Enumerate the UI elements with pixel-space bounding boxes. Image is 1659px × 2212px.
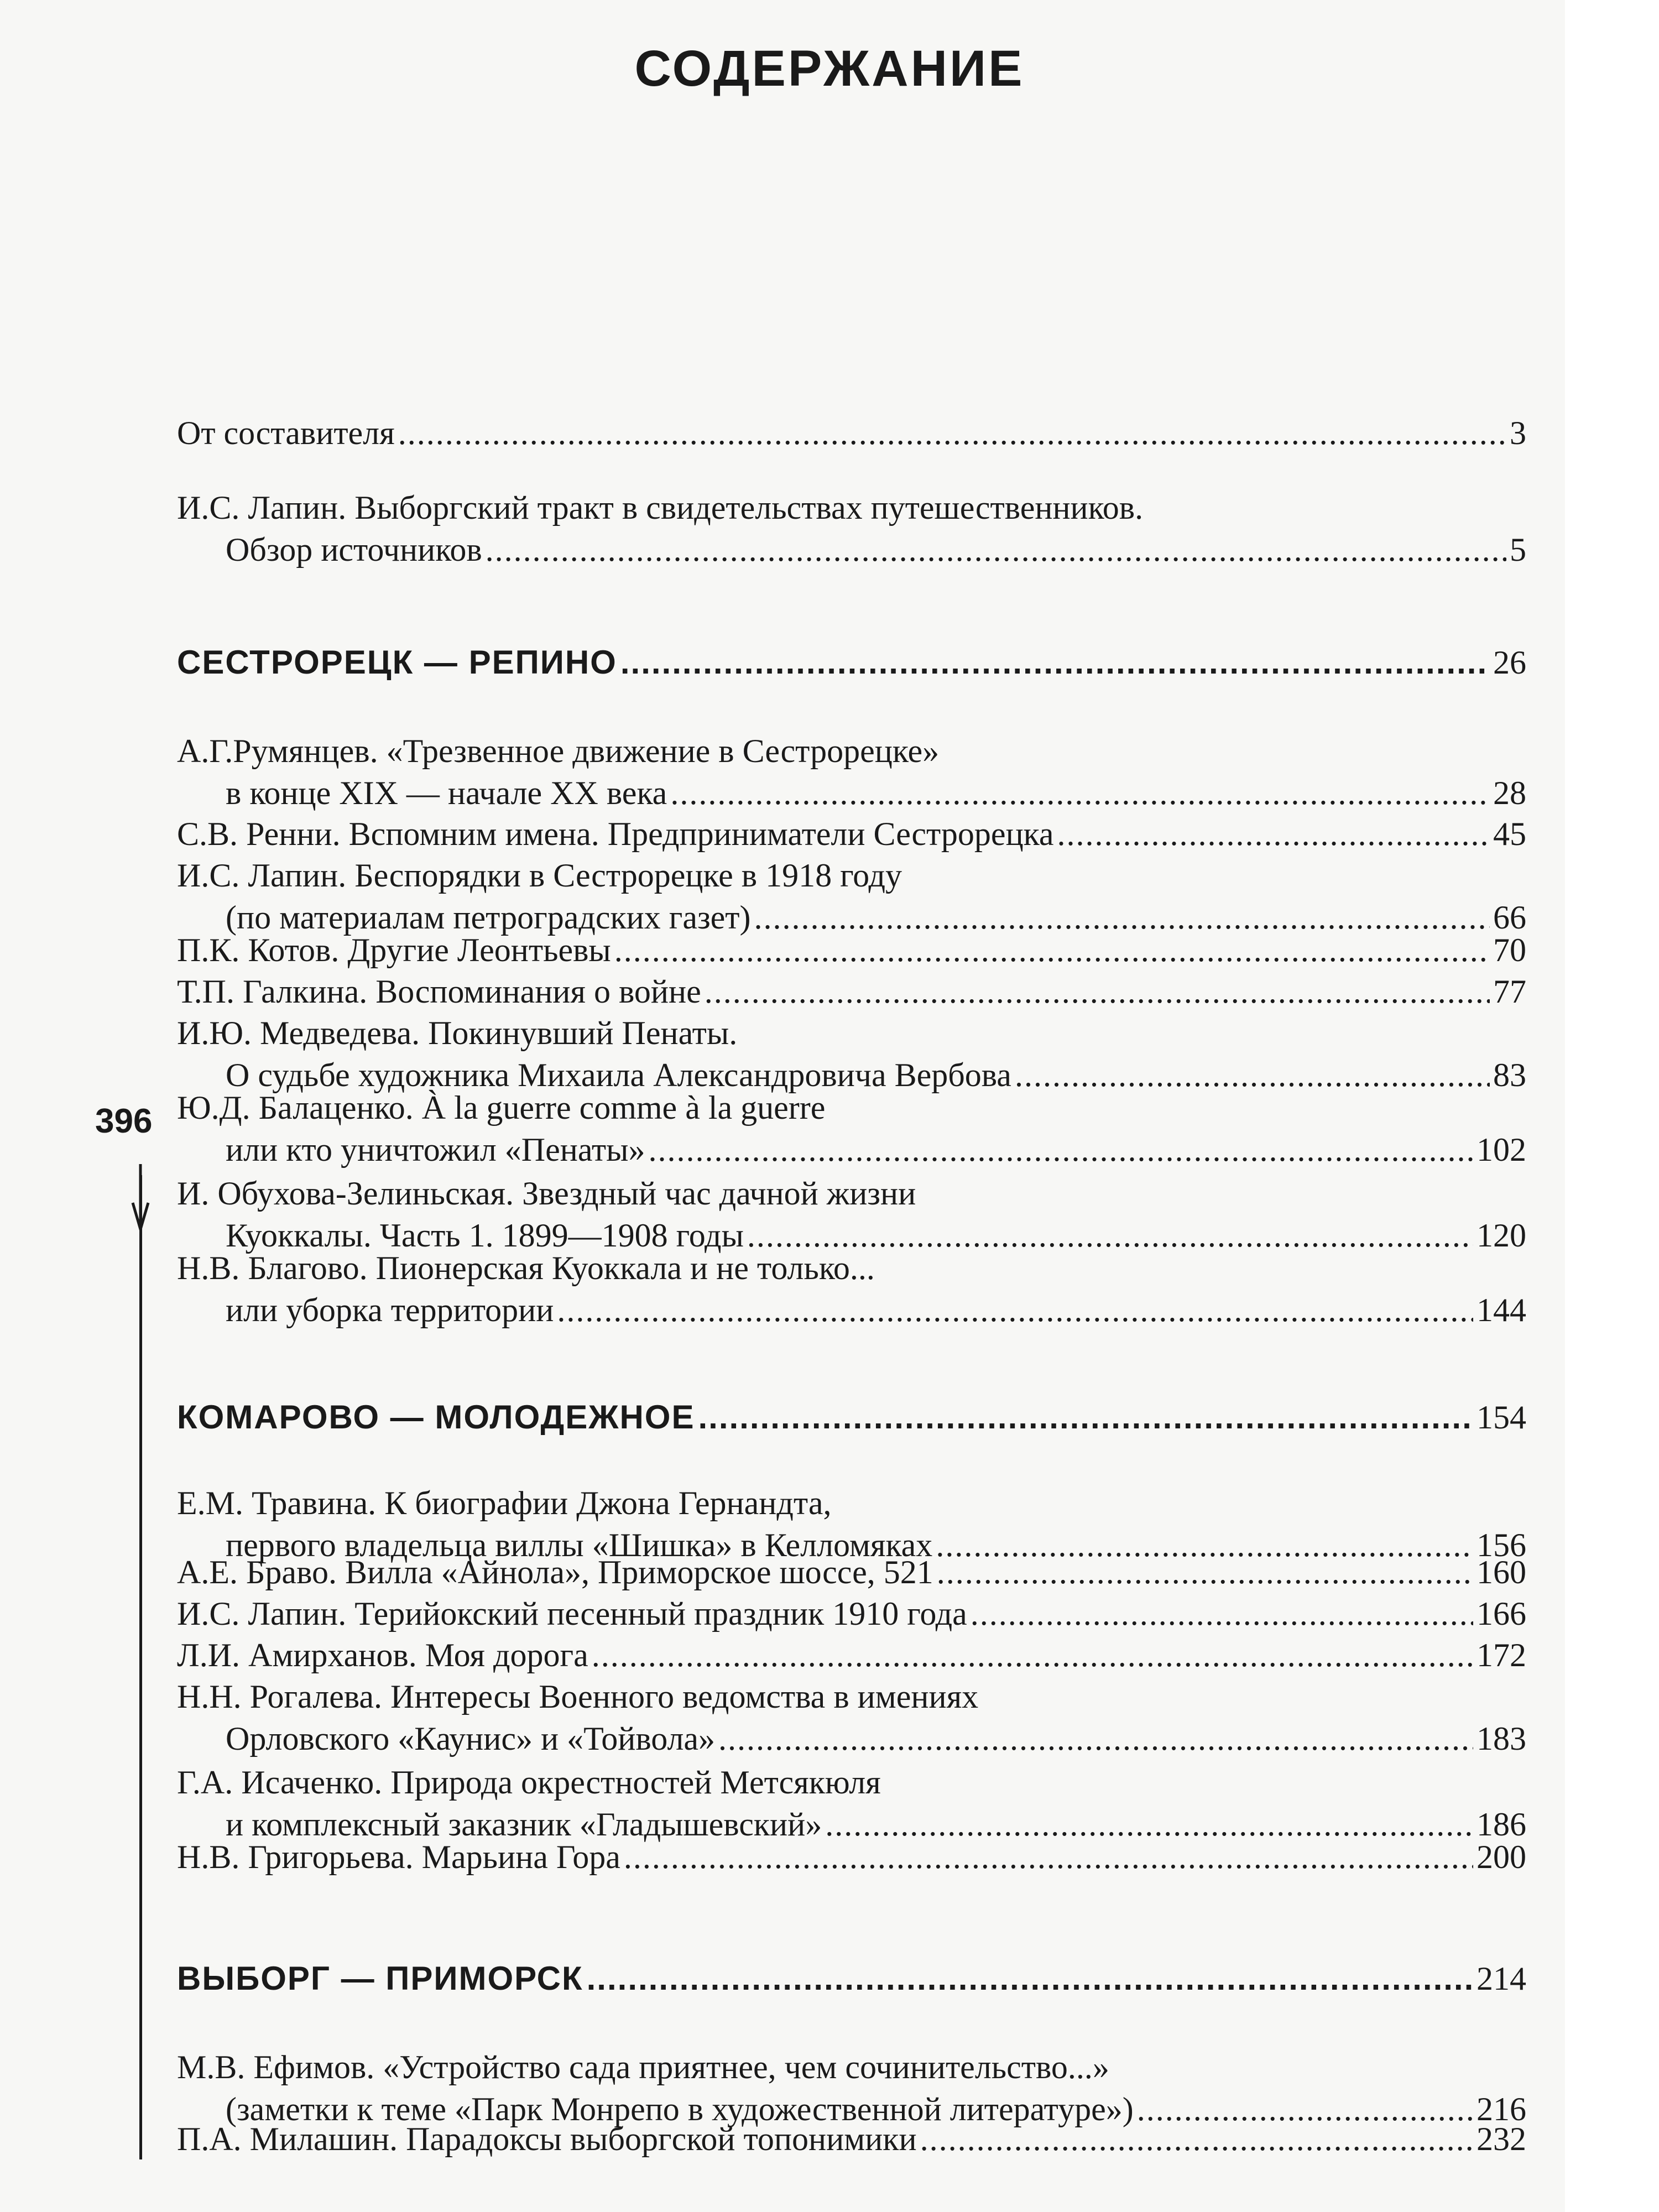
dot-leader — [624, 1836, 1473, 1878]
toc-section-heading — [177, 641, 1526, 684]
toc-line — [177, 971, 1526, 1013]
toc-entry-title: Орловского «Каунис» и «Тойвола» — [226, 1720, 716, 1757]
toc-entry — [177, 854, 1526, 938]
toc-entry-title: (заметки к теме «Парк Монрепо в художественной литературе») — [226, 2091, 1134, 2127]
toc-entry — [177, 1593, 1526, 1635]
dot-leader — [648, 1129, 1473, 1171]
toc-entry — [177, 1247, 1526, 1331]
toc-entry-title: Н.В. Григорьева. Марьина Гора — [177, 1839, 620, 1875]
dot-leader — [1057, 813, 1490, 855]
toc-line — [177, 487, 1526, 529]
toc-line — [177, 529, 1526, 571]
toc-entry-title: Ю.Д. Балаценко. À la guerre comme à la guerre — [177, 1089, 826, 1126]
dot-leader — [920, 2118, 1473, 2160]
toc-entry-title: (по материалам петроградских газет) — [226, 899, 751, 936]
dot-leader — [718, 1718, 1473, 1760]
toc-entry — [177, 929, 1526, 971]
toc-page-number: 45 — [1493, 816, 1526, 852]
toc-page-number: 3 — [1510, 415, 1526, 451]
toc-line — [177, 1396, 1526, 1438]
toc-section-heading — [177, 1396, 1526, 1438]
toc-line — [177, 813, 1526, 855]
toc-line — [177, 412, 1526, 454]
toc-section-heading — [177, 1958, 1526, 2000]
toc-page-number: 172 — [1477, 1637, 1526, 1673]
page-title: СОДЕРЖАНИЕ — [634, 40, 1025, 97]
toc-entry-title: От составителя — [177, 415, 395, 451]
toc-entry-title: И.Ю. Медведева. Покинувший Пенаты. — [177, 1015, 738, 1051]
toc-line — [177, 1551, 1526, 1593]
margin-rule — [139, 1175, 142, 2159]
toc-entry-title: Е.М. Травина. К биографии Джона Гернандта, — [177, 1485, 832, 1521]
dot-leader — [971, 1593, 1473, 1635]
toc-entry-title: С.В. Ренни. Вспомним имена. Предприниматели Сестрорецка — [177, 816, 1054, 852]
toc-entry-title: П.А. Милашин. Парадоксы выборгской топонимики — [177, 2121, 917, 2157]
toc-page-number: 66 — [1493, 899, 1526, 936]
toc-entry-title: в конце XIX — начале XX века — [226, 775, 667, 811]
toc-page-number: 144 — [1477, 1292, 1526, 1328]
toc-entry-title: Куоккалы. Часть 1. 1899—1908 годы — [226, 1217, 744, 1254]
toc-entry-title: А.Г.Румянцев. «Трезвенное движение в Сестрорецке» — [177, 733, 940, 769]
toc-entry-title: и комплексный заказник «Гладышевский» — [226, 1806, 822, 1843]
toc-entry-title: первого владельца виллы «Шишка» в Келломяках — [226, 1527, 933, 1563]
toc-entry — [177, 1551, 1526, 1593]
toc-line — [177, 1289, 1526, 1331]
dot-leader — [705, 971, 1490, 1013]
toc-page-number: 186 — [1477, 1806, 1526, 1843]
toc-entry-title: М.В. Ефимов. «Устройство сада приятнее, чем сочинительство...» — [177, 2049, 1109, 2085]
toc-entry — [177, 730, 1526, 814]
toc-line — [177, 1676, 1526, 1718]
toc-line — [177, 2046, 1526, 2088]
toc-page-number: 28 — [1493, 775, 1526, 811]
toc-page-number: 183 — [1477, 1720, 1526, 1757]
toc-entry — [177, 1761, 1526, 1845]
toc-line — [177, 641, 1526, 684]
toc-entry-title: Обзор источников — [226, 531, 482, 568]
toc-line — [177, 1718, 1526, 1760]
toc-line — [177, 1172, 1526, 1214]
toc-line — [177, 1129, 1526, 1171]
toc-page-number: 156 — [1477, 1527, 1526, 1563]
toc-entry — [177, 1836, 1526, 1878]
toc-page-number: 232 — [1477, 2121, 1526, 2157]
dot-leader — [698, 1396, 1474, 1438]
toc-entry — [177, 1012, 1526, 1096]
toc-page-number: 200 — [1477, 1839, 1526, 1875]
toc-entry-title: И.С. Лапин. Беспорядки в Сестрорецке в 1918 году — [177, 857, 902, 894]
page-number: 396 — [95, 1102, 153, 1140]
toc-entry-title: Н.Н. Рогалева. Интересы Военного ведомства в имениях — [177, 1678, 979, 1715]
toc-line — [177, 1482, 1526, 1524]
toc-entry-title: А.Е. Браво. Вилла «Айнола», Приморское шоссе, 521 — [177, 1554, 933, 1590]
toc-line — [177, 1087, 1526, 1129]
toc-entry-title: П.К. Котов. Другие Леонтьевы — [177, 932, 611, 968]
toc-entry — [177, 412, 1526, 454]
dot-leader — [592, 1634, 1473, 1676]
toc-entry — [177, 971, 1526, 1013]
toc-entry — [177, 1087, 1526, 1171]
toc-entry — [177, 487, 1526, 571]
toc-line — [177, 1761, 1526, 1803]
dot-leader — [937, 1551, 1473, 1593]
toc-line — [177, 1593, 1526, 1635]
toc-entry-title: Т.П. Галкина. Воспоминания о войне — [177, 973, 701, 1010]
toc-entry-title: СЕСТРОРЕЦК — РЕПИНО — [177, 644, 617, 681]
page-margin — [1565, 0, 1659, 2212]
toc-line — [177, 929, 1526, 971]
toc-entry — [177, 2118, 1526, 2160]
dot-leader — [398, 412, 1506, 454]
toc-line — [177, 1012, 1526, 1054]
toc-line — [177, 1836, 1526, 1878]
dot-leader — [614, 929, 1490, 971]
toc-entry — [177, 1676, 1526, 1760]
toc-page-number: 160 — [1477, 1554, 1526, 1590]
toc-page-number: 26 — [1493, 644, 1526, 681]
dot-leader — [670, 772, 1490, 814]
dot-leader — [557, 1289, 1473, 1331]
toc-entry-title: КОМАРОВО — МОЛОДЕЖНОЕ — [177, 1399, 695, 1436]
toc-entry-title: И.С. Лапин. Терийокский песенный праздник 1910 года — [177, 1595, 967, 1632]
toc-entry-title: или уборка территории — [226, 1292, 554, 1328]
toc-page-number: 214 — [1477, 1960, 1526, 1997]
toc-page-number: 102 — [1477, 1131, 1526, 1168]
toc-line — [177, 2118, 1526, 2160]
toc-page-number: 83 — [1493, 1057, 1526, 1093]
toc-line — [177, 1958, 1526, 2000]
toc-entry — [177, 813, 1526, 855]
toc-entry-title: О судьбе художника Михаила Александровича Вербова — [226, 1057, 1011, 1093]
toc-page-number: 70 — [1493, 932, 1526, 968]
toc-page-number: 5 — [1510, 531, 1526, 568]
toc-line — [177, 854, 1526, 896]
toc-entry-title: ВЫБОРГ — ПРИМОРСК — [177, 1960, 583, 1997]
toc-page-number: 120 — [1477, 1217, 1526, 1254]
toc-page-number: 216 — [1477, 2091, 1526, 2127]
toc-entry-title: Л.И. Амирханов. Моя дорога — [177, 1637, 588, 1673]
toc-line — [177, 1247, 1526, 1289]
toc-page-number: 154 — [1477, 1399, 1526, 1436]
toc-entry-title: И.С. Лапин. Выборгский тракт в свидетельствах путешественников. — [177, 489, 1144, 526]
toc-page-number: 77 — [1493, 973, 1526, 1010]
toc-entry — [177, 1634, 1526, 1676]
toc-entry-title: или кто уничтожил «Пенаты» — [226, 1131, 645, 1168]
dot-leader — [620, 641, 1490, 684]
toc-entry — [177, 1172, 1526, 1256]
dot-leader — [587, 1958, 1473, 2000]
toc-page-number: 166 — [1477, 1595, 1526, 1632]
dot-leader — [486, 529, 1506, 571]
toc-entry-title: Н.В. Благово. Пионерская Куоккала и не только... — [177, 1250, 875, 1286]
toc-entry-title: Г.А. Исаченко. Природа окрестностей Метсякюля — [177, 1764, 881, 1801]
toc-line — [177, 730, 1526, 772]
toc-line — [177, 1634, 1526, 1676]
toc-line — [177, 772, 1526, 814]
toc-entry-title: И. Обухова-Зелиньская. Звездный час дачной жизни — [177, 1175, 916, 1212]
